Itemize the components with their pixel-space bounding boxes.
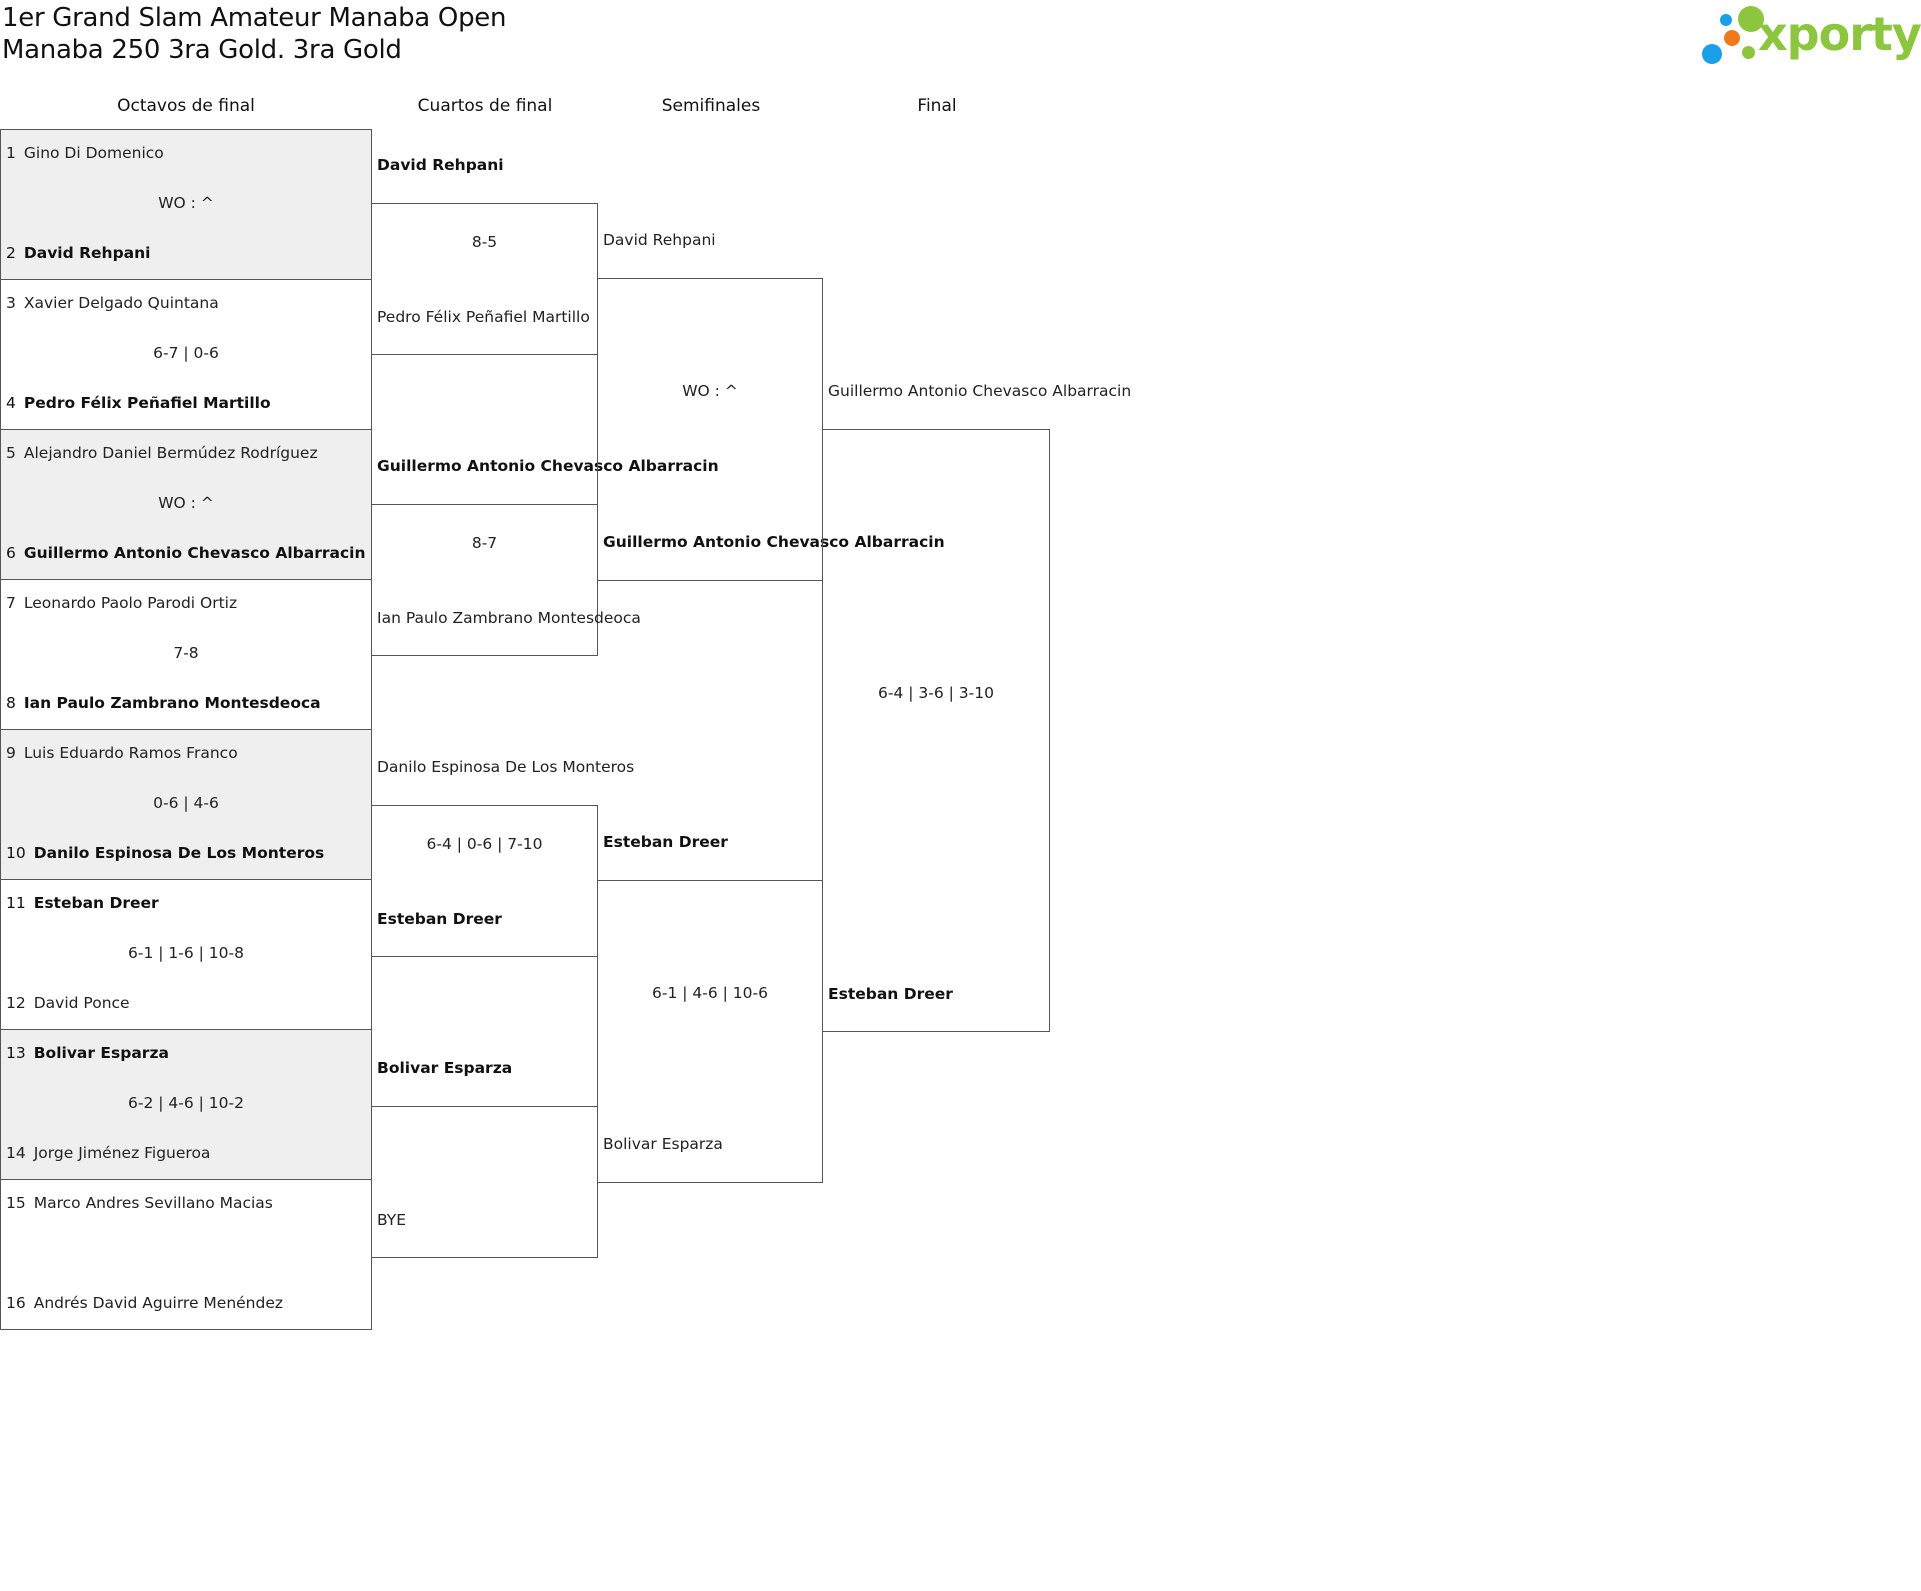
semis-player[interactable]: Esteban Dreer (603, 833, 728, 851)
player-name: Bolivar Esparza (33, 1044, 169, 1062)
cuartos-player[interactable]: Ian Paulo Zambrano Montesdeoca (377, 609, 641, 627)
player-seed: 1 (6, 144, 16, 162)
match-score: 8-7 (471, 534, 498, 552)
octavos-player[interactable] (6, 293, 368, 313)
octavos-player[interactable] (6, 393, 368, 413)
cuartos-player[interactable]: BYE (377, 1211, 407, 1229)
round-header-4: Final (917, 96, 957, 116)
octavos-player[interactable] (6, 443, 368, 463)
player-name: Pedro Félix Peñafiel Martillo (23, 394, 271, 412)
round-header-1: Octavos de final (117, 96, 255, 116)
player-seed: 14 (6, 1144, 26, 1162)
player-name: Jorge Jiménez Figueroa (33, 1144, 211, 1162)
player-name: Ian Paulo Zambrano Montesdeoca (23, 694, 321, 712)
player-seed: 11 (6, 894, 26, 912)
octavos-player[interactable] (6, 143, 368, 163)
octavos-player[interactable] (6, 543, 368, 563)
player-name: Guillermo Antonio Chevasco Albarracin (23, 544, 366, 562)
cuartos-player[interactable]: David Rehpani (377, 156, 504, 174)
player-name: Danilo Espinosa De Los Monteros (33, 844, 325, 862)
player-seed: 4 (6, 394, 16, 412)
match-score: 0-6 | 4-6 (153, 794, 219, 812)
match-score: 8-5 (471, 233, 498, 251)
round-header-2: Cuartos de final (417, 96, 553, 116)
player-seed: 9 (6, 744, 16, 762)
player-seed: 7 (6, 594, 16, 612)
player-name: David Rehpani (23, 244, 151, 262)
semis-player[interactable]: David Rehpani (603, 231, 716, 249)
player-name: Marco Andres Sevillano Macias (33, 1194, 273, 1212)
round-header-3: Semifinales (661, 96, 761, 116)
player-name: David Ponce (33, 994, 130, 1012)
tournament-title: 1er Grand Slam Amateur Manaba Open (2, 3, 507, 33)
player-name: Andrés David Aguirre Menéndez (33, 1294, 284, 1312)
match-score: WO : ^ (682, 382, 738, 400)
match-score: WO : ^ (158, 494, 214, 512)
octavos-player[interactable] (6, 243, 368, 263)
octavos-player[interactable] (6, 693, 368, 713)
octavos-player[interactable] (6, 893, 368, 913)
final-player[interactable]: Guillermo Antonio Chevasco Albarracin (828, 382, 1132, 400)
player-seed: 3 (6, 294, 16, 312)
match-score: 6-2 | 4-6 | 10-2 (128, 1094, 244, 1112)
cuartos-player[interactable]: Guillermo Antonio Chevasco Albarracin (377, 457, 719, 475)
logo-wordmark: xporty (1758, 7, 1921, 61)
semis-player[interactable]: Bolivar Esparza (603, 1135, 723, 1153)
octavos-player[interactable] (6, 1043, 368, 1063)
player-seed: 8 (6, 694, 16, 712)
logo-dot-blue-small (1720, 14, 1732, 26)
category-title: Manaba 250 3ra Gold. 3ra Gold (2, 35, 402, 65)
octavos-player[interactable] (6, 743, 368, 763)
octavos-player[interactable] (6, 843, 368, 863)
final-match-1[interactable] (822, 429, 1050, 1032)
logo-dot-orange (1724, 30, 1740, 46)
octavos-player[interactable] (6, 1193, 368, 1213)
cuartos-player[interactable]: Bolivar Esparza (377, 1059, 513, 1077)
match-score: 6-4 | 3-6 | 3-10 (878, 684, 994, 702)
player-seed: 5 (6, 444, 16, 462)
player-name: Alejandro Daniel Bermúdez Rodríguez (23, 444, 318, 462)
xporty-logo[interactable] (1690, 0, 1920, 70)
logo-dot-green-small (1742, 46, 1755, 59)
player-name: Luis Eduardo Ramos Franco (23, 744, 238, 762)
player-name: Leonardo Paolo Parodi Ortiz (23, 594, 238, 612)
octavos-player[interactable] (6, 1143, 368, 1163)
player-seed: 16 (6, 1294, 26, 1312)
cuartos-player[interactable]: Esteban Dreer (377, 910, 502, 928)
cuartos-match-1[interactable] (371, 203, 598, 355)
player-seed: 2 (6, 244, 16, 262)
cuartos-match-3[interactable] (371, 805, 598, 957)
cuartos-match-2[interactable] (371, 504, 641, 656)
player-name: Gino Di Domenico (23, 144, 164, 162)
player-seed: 10 (6, 844, 26, 862)
match-score: 6-1 | 4-6 | 10-6 (652, 984, 768, 1002)
semis-player[interactable]: Guillermo Antonio Chevasco Albarracin (603, 533, 945, 551)
player-seed: 12 (6, 994, 26, 1012)
player-name: Esteban Dreer (33, 894, 159, 912)
match-score: WO : ^ (158, 194, 214, 212)
cuartos-player[interactable]: Pedro Félix Peñafiel Martillo (377, 308, 590, 326)
match-score: 6-1 | 1-6 | 10-8 (128, 944, 244, 962)
octavos-player[interactable] (6, 593, 368, 613)
player-seed: 6 (6, 544, 16, 562)
match-score: 6-4 | 0-6 | 7-10 (426, 835, 543, 853)
player-name: Xavier Delgado Quintana (23, 294, 219, 312)
match-score: 6-7 | 0-6 (153, 344, 219, 362)
match-score: 7-8 (173, 644, 199, 662)
cuartos-player[interactable]: Danilo Espinosa De Los Monteros (377, 758, 635, 776)
cuartos-match-4[interactable] (371, 1106, 598, 1258)
player-seed: 15 (6, 1194, 26, 1212)
player-seed: 13 (6, 1044, 26, 1062)
logo-dot-blue-large (1702, 44, 1722, 64)
final-player[interactable]: Esteban Dreer (828, 985, 953, 1003)
octavos-player[interactable] (6, 993, 368, 1013)
octavos-player[interactable] (6, 1293, 368, 1313)
